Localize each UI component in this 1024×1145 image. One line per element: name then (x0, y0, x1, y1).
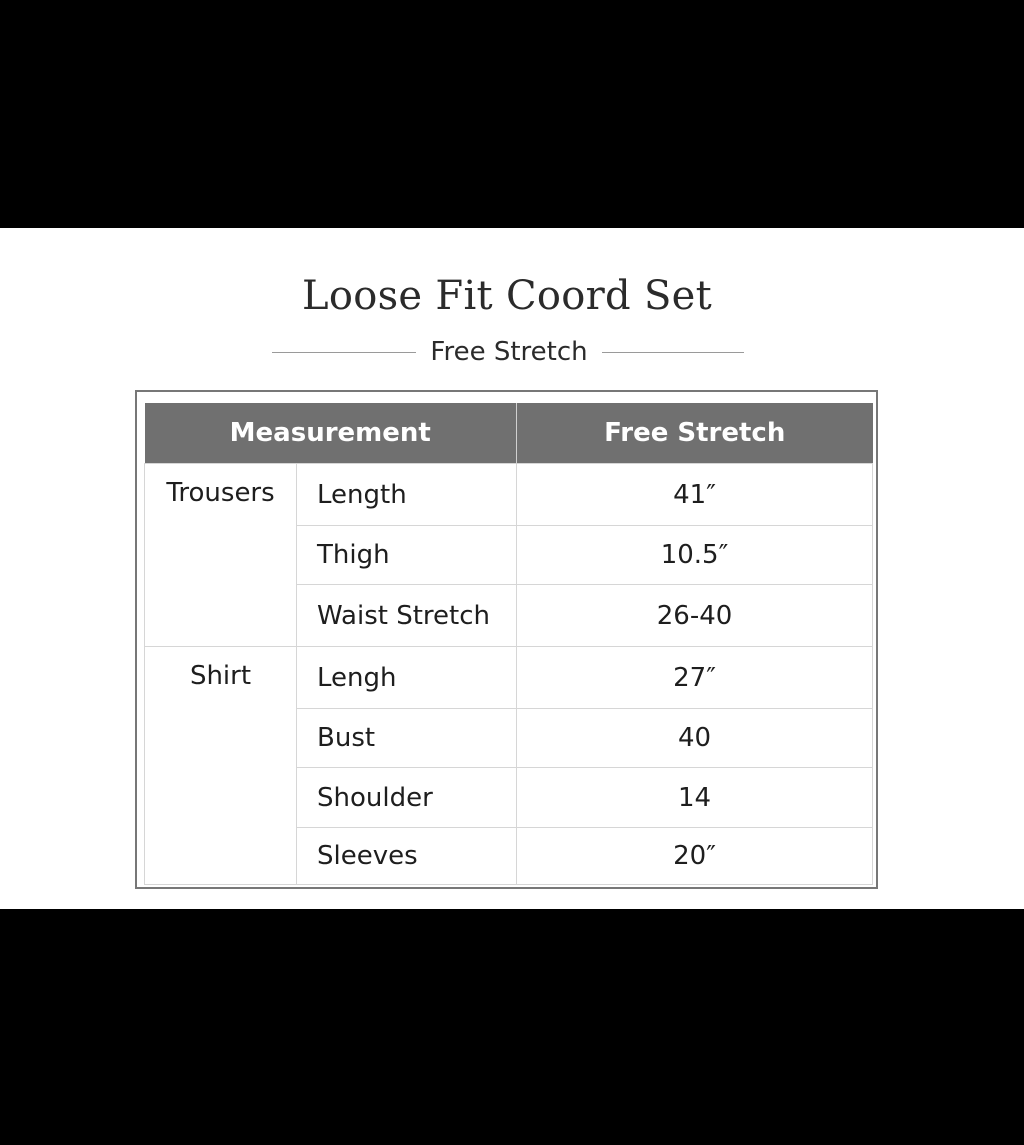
subtitle-row (272, 334, 744, 370)
subtitle-rule-right (602, 352, 744, 353)
category-trousers: Trousers (145, 464, 297, 647)
table-row (145, 464, 873, 526)
top-black-band (0, 0, 1024, 228)
size-table (144, 403, 873, 885)
category-shirt: Shirt (145, 647, 297, 885)
row-label: Shoulder (297, 768, 517, 828)
row-label: Sleeves (297, 828, 517, 885)
table-row (145, 647, 873, 709)
bottom-black-band (0, 909, 1024, 1145)
row-value: 20″ (517, 828, 873, 885)
row-label: Thigh (297, 526, 517, 585)
row-label: Bust (297, 709, 517, 768)
row-value: 27″ (517, 647, 873, 709)
row-value: 26-40 (517, 585, 873, 647)
subtitle: Free Stretch (430, 337, 588, 367)
subtitle-rule-left (272, 352, 416, 353)
row-value: 14 (517, 768, 873, 828)
row-label: Length (297, 464, 517, 526)
row-value: 40 (517, 709, 873, 768)
row-value: 41″ (517, 464, 873, 526)
header-free-stretch: Free Stretch (517, 403, 873, 464)
row-value: 10.5″ (517, 526, 873, 585)
row-label: Waist Stretch (297, 585, 517, 647)
row-label: Lengh (297, 647, 517, 709)
page-title: Loose Fit Coord Set (301, 273, 713, 319)
header-measurement: Measurement (145, 403, 517, 464)
table-header-row (145, 403, 873, 464)
